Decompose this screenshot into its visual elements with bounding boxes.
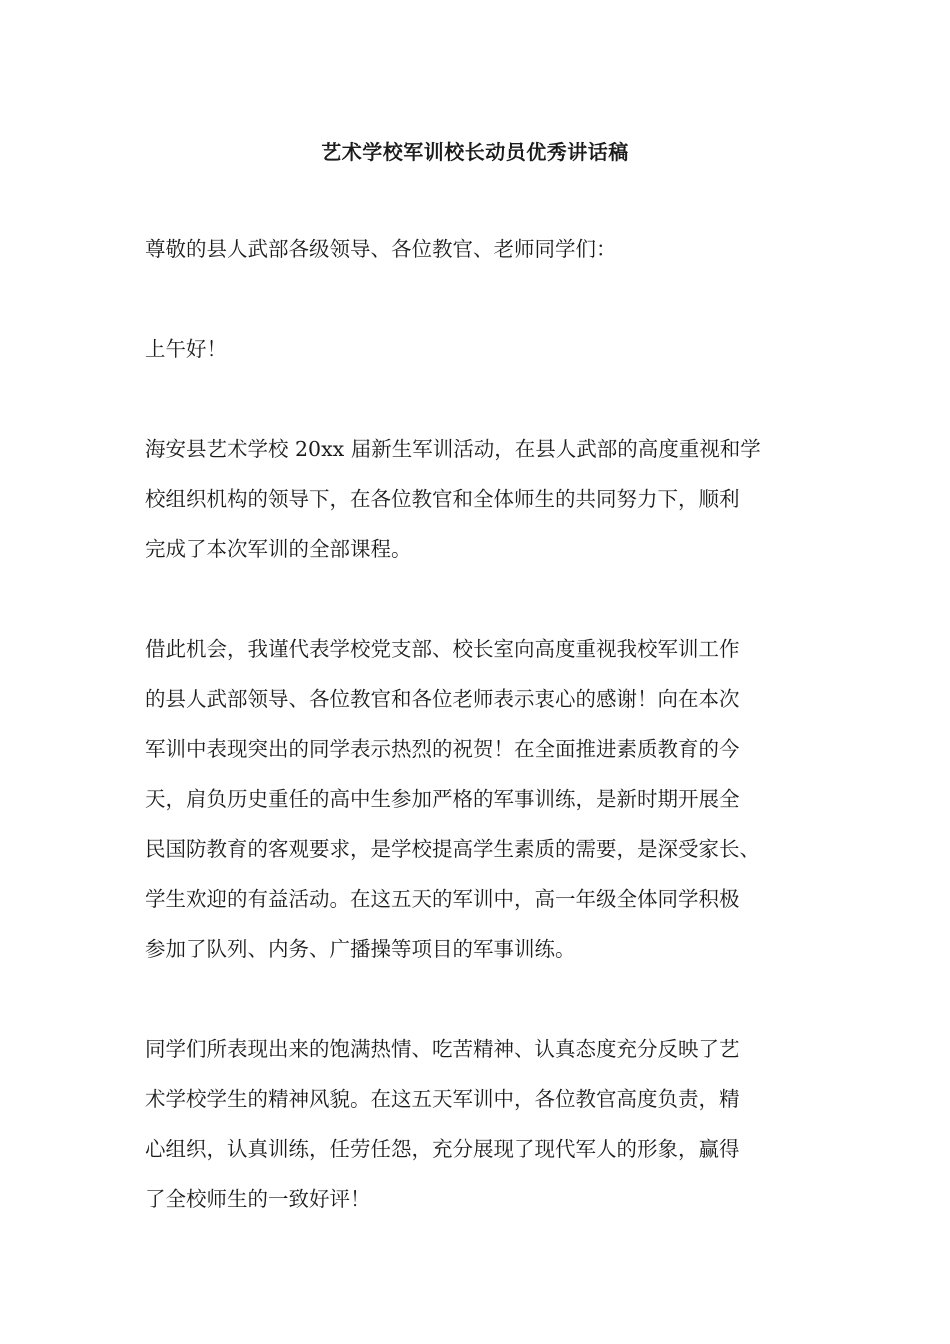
paragraph	[145, 224, 815, 274]
document-body	[145, 224, 815, 1224]
paragraph	[145, 1024, 815, 1224]
paragraph-line: 同学们所表现出来的饱满热情、吃苦精神、认真态度充分反映了艺	[145, 1037, 740, 1061]
paragraph-line: 上午好！	[145, 337, 227, 361]
paragraph-line: 民国防教育的客观要求，是学校提高学生素质的需要，是深受家长、	[145, 837, 760, 861]
paragraph-line: 学生欢迎的有益活动。在这五天的军训中，高一年级全体同学积极	[145, 887, 740, 911]
paragraph	[145, 324, 815, 374]
paragraph-line: 天，肩负历史重任的高中生参加严格的军事训练，是新时期开展全	[145, 787, 740, 811]
paragraph	[145, 624, 815, 974]
paragraph-line: 军训中表现突出的同学表示热烈的祝贺！在全面推进素质教育的今	[145, 737, 740, 761]
document-title: 艺术学校军训校长动员优秀讲话稿	[321, 140, 629, 164]
paragraph-line: 的县人武部领导、各位教官和各位老师表示衷心的感谢！向在本次	[145, 687, 740, 711]
paragraph-line: 完成了本次军训的全部课程。	[145, 537, 412, 561]
paragraph-line: 了全校师生的一致好评！	[145, 1187, 371, 1211]
paragraph-line: 尊敬的县人武部各级领导、各位教官、老师同学们：	[145, 237, 617, 261]
paragraph-line: 借此机会，我谨代表学校党支部、校长室向高度重视我校军训工作	[145, 637, 740, 661]
paragraph-line: 参加了队列、内务、广播操等项目的军事训练。	[145, 937, 576, 961]
paragraph-line: 术学校学生的精神风貌。在这五天军训中，各位教官高度负责，精	[145, 1087, 740, 1111]
paragraph-line: 心组织，认真训练，任劳任怨，充分展现了现代军人的形象，赢得	[145, 1137, 740, 1161]
paragraph-line: 校组织机构的领导下，在各位教官和全体师生的共同努力下，顺利	[145, 487, 740, 511]
paragraph-line: 海安县艺术学校 20xx 届新生军训活动，在县人武部的高度重视和学	[145, 437, 761, 461]
paragraph	[145, 424, 815, 574]
